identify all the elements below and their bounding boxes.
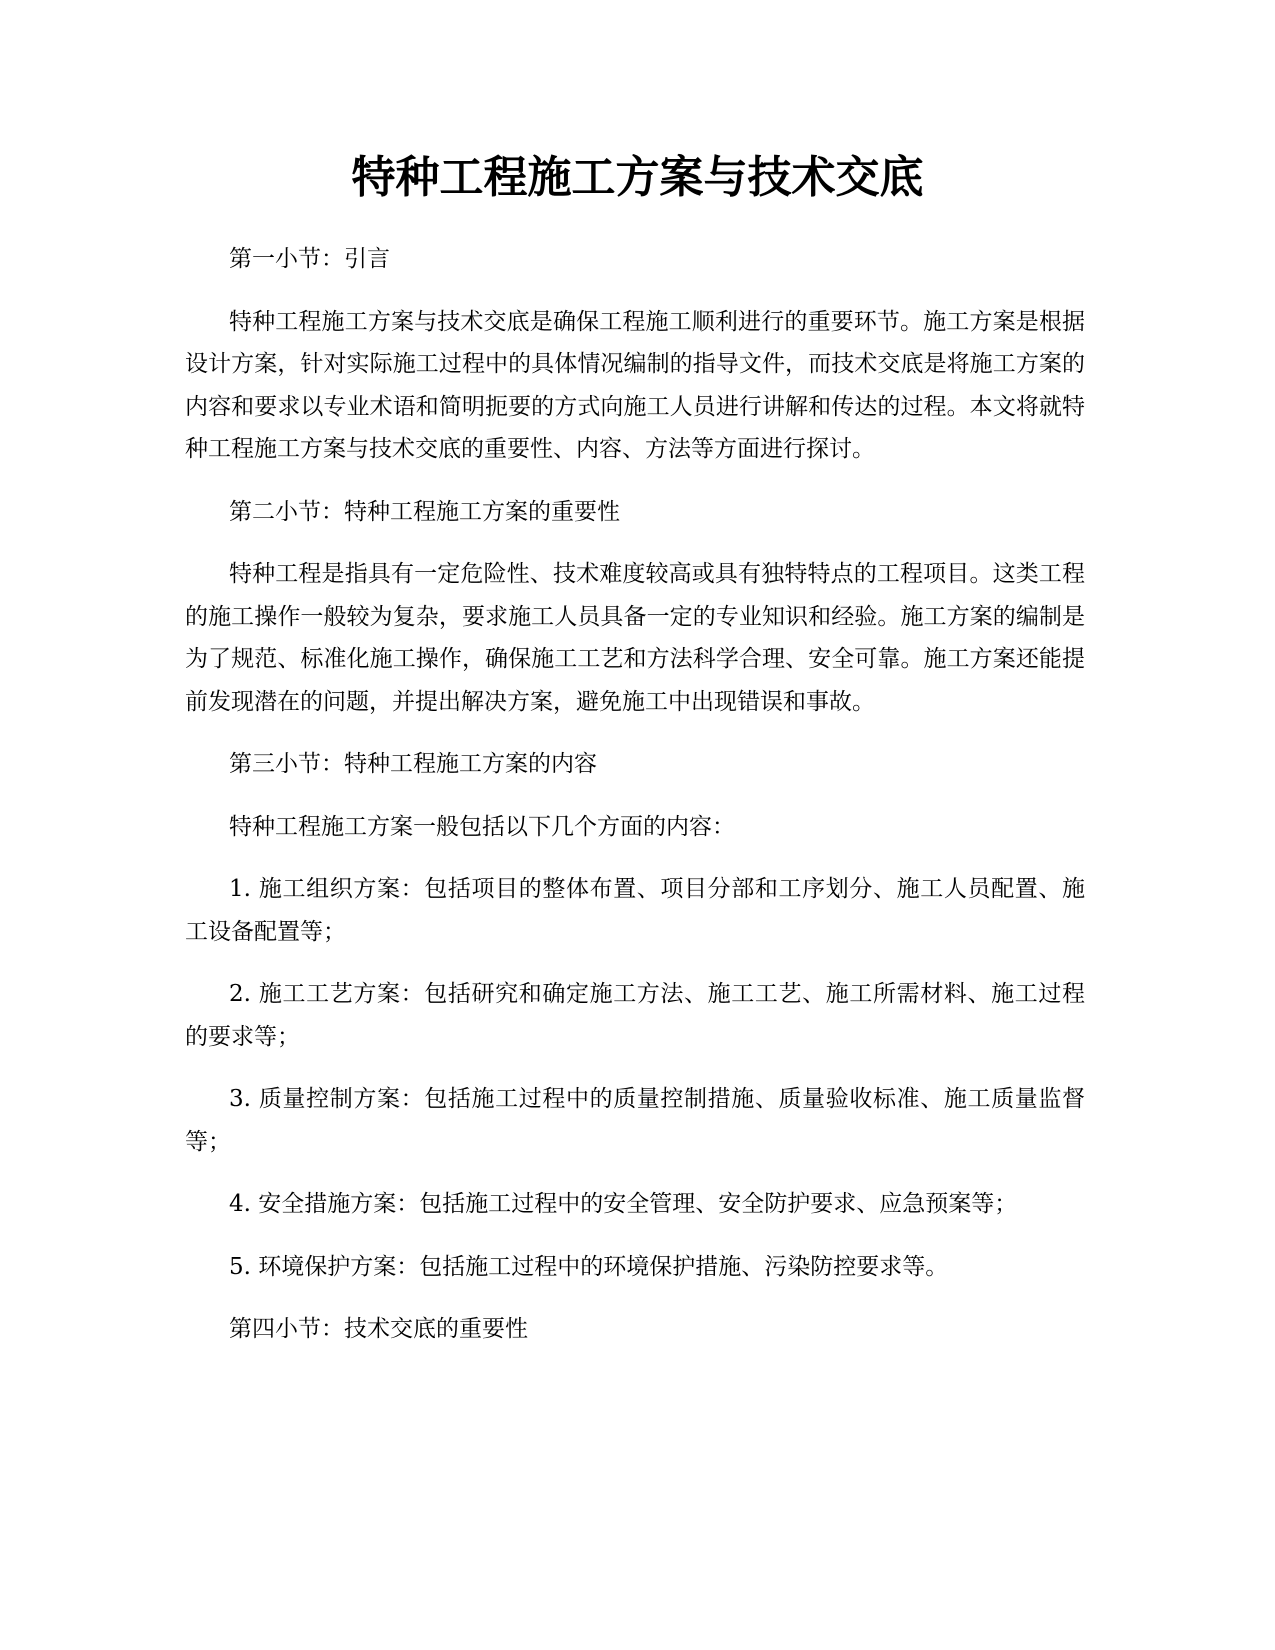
list-item-safety-plan: 4. 安全措施方案：包括施工过程中的安全管理、安全防护要求、应急预案等； [229, 1191, 1018, 1217]
list-item-process-plan: 2. 施工工艺方案：包括研究和确定施工方法、施工工艺、施工所需材料、施工过程的要求等； [185, 981, 1085, 1050]
paragraph-content-lead: 特种工程施工方案一般包括以下几个方面的内容： [229, 813, 735, 840]
document-body [185, 238, 1085, 1371]
document-title: 特种工程施工方案与技术交底 [351, 152, 924, 203]
paragraph-importance: 特种工程是指具有一定危险性、技术难度较高或具有独特特点的工程项目。这类工程的施工操作一般较为复杂，要求施工人员具备一定的专业知识和经验。施工方案的编制是为了规范、标准化施工操作，确保施工工艺和方法科学合理、安全可靠。施工方案还能提前发现潜在的问题，并提出解决方案，避免施工中出现错误和事故。 [185, 561, 1085, 715]
section-heading-content: 第三小节：特种工程施工方案的内容 [229, 751, 597, 777]
section-heading-intro: 第一小节：引言 [229, 246, 390, 272]
list-item-environment-plan: 5. 环境保护方案：包括施工过程中的环境保护措施、污染防控要求等。 [229, 1253, 949, 1280]
paragraph-intro: 特种工程施工方案与技术交底是确保工程施工顺利进行的重要环节。施工方案是根据设计方案，针对实际施工过程中的具体情况编制的指导文件，而技术交底是将施工方案的内容和要求以专业术语和简明扼要的方式向施工人员进行讲解和传达的过程。本文将就特种工程施工方案与技术交底的重要性、内容、方法等方面进行探讨。 [185, 308, 1085, 462]
list-item-organization-plan: 1. 施工组织方案：包括项目的整体布置、项目分部和工序划分、施工人员配置、施工设备配置等； [185, 876, 1085, 945]
section-heading-importance: 第二小节：特种工程施工方案的重要性 [229, 498, 620, 525]
list-item-quality-plan: 3. 质量控制方案：包括施工过程中的质量控制措施、质量验收标准、施工质量监督等； [185, 1086, 1085, 1155]
section-heading-disclosure: 第四小节：技术交底的重要性 [229, 1316, 528, 1342]
